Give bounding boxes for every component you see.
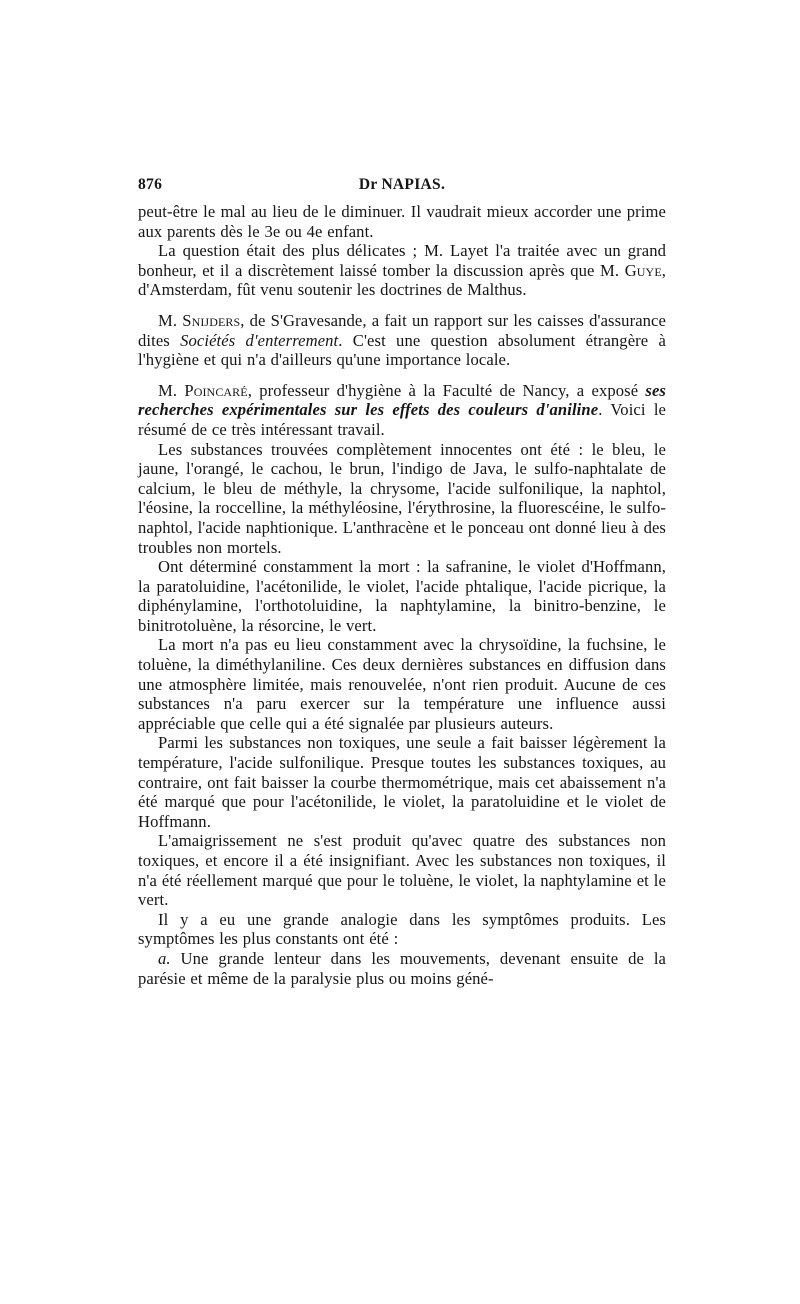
running-title: Dr NAPIAS.	[358, 176, 446, 193]
paragraph-inconstant-deaths: La mort n'a pas eu lieu constamment avec la chrysoïdine, la fuchsine, le toluène, la diméthylaniline. Ces deux dernières substances en diffusion dans une atmosphère limitée, mais renouvelée, n'ont rien produit. Aucune de ces substances n'a paru exercer sur la température une influence aussi appréciable que celle qui a été signalée par plusieurs auteurs.	[138, 635, 666, 733]
author-name: Guye	[624, 260, 662, 280]
paragraph-innocent-substances: Les substances trouvées complètement innocentes ont été : le bleu, le jaune, l'orangé, le cachou, le brun, l'indigo de Java, le sulfo-naphtalate de calcium, le bleu de méthyle, la chrysome, l'acide sulfonilique, la naphtol, l'éosine, la roccelline, la méthyléosine, l'érythrosine, la fluorescéine, le sulfo-naphtol, l'acide naphtionique. L'anthracène et le ponceau ont donné lieu à des troubles non mortels.	[138, 439, 666, 557]
paragraph-poincare	[138, 381, 666, 440]
paragraph-text: . Voici le résumé de ce très intéressant travail.	[138, 400, 666, 439]
paragraph-continuation: peut-être le mal au lieu de le diminuer. Il vaudrait mieux accorder une prime aux parents dès le 3e ou 4e enfant.	[138, 202, 666, 241]
paragraph-text: M.	[158, 310, 183, 330]
paragraph-weight-loss: L'amaigrissement ne s'est produit qu'avec quatre des substances non toxiques, et encore il a été insignifiant. Avec les substances non toxiques, il n'a été réellement marqué que pour le toluène, le violet, la naphtylamine et le vert.	[138, 831, 666, 910]
paragraph-text: . C'est une question absolument étrangère à l'hygiène et qui n'a d'ailleurs qu'une importance locale.	[138, 330, 666, 370]
paragraph-symptoms-intro: Il y a eu une grande analogie dans les symptômes produits. Les symptômes les plus constants ont été :	[138, 909, 666, 949]
paragraph-snijders	[138, 311, 666, 370]
paragraph-text: , d'Amsterdam, fût venu soutenir les doctrines de Malthus.	[138, 260, 666, 300]
page-number: 876	[138, 176, 163, 193]
paragraph-text: Une grande lenteur dans les mouvements, devenant ensuite de la parésie et même de la paralysie plus ou moins géné-	[138, 948, 666, 988]
book-page	[138, 172, 666, 988]
italic-title: Sociétés d'enterrement	[180, 330, 339, 350]
paragraph-lethal-substances: Ont déterminé constamment la mort : la safranine, le violet d'Hoffmann, la paratoluidine, l'acétonilide, le violet, l'acide phtalique, l'acide picrique, la diphénylamine, l'orthotoluidine, la naphtylamine, la binitro-benzine, le binitrotoluène, la résorcine, le vert.	[138, 557, 666, 635]
paragraph-text: , de S'Gravesande, a fait un rapport sur les caisses d'assurance dites	[138, 310, 666, 350]
italic-title: ses recherches expérimentales sur les effets des couleurs d'aniline	[138, 380, 666, 420]
list-label: a.	[158, 948, 171, 968]
paragraph-layet	[138, 241, 666, 300]
paragraph-text: La question était des plus délicates ; M. Layet l'a traitée avec un grand bonheur, et il a discrètement laissé tomber la discussion après que M.	[138, 241, 666, 280]
author-name: Poincaré	[184, 380, 248, 400]
paragraph-text: M.	[158, 380, 185, 400]
body-text	[138, 202, 666, 988]
author-name: Snijders	[182, 310, 241, 330]
paragraph-text: , professeur d'hygiène à la Faculté de Nancy, a exposé	[247, 380, 646, 400]
running-head	[138, 172, 666, 202]
paragraph-temperature: Parmi les substances non toxiques, une seule a fait baisser légèrement la température, l'acide sulfonilique. Presque toutes les substances toxiques, au contraire, ont fait baisser la courbe thermométrique, mais cet abaissement n'a été marqué que pour l'acétonilide, le violet, la paratoluidine et le violet de Hoffmann.	[138, 733, 666, 831]
paragraph-symptom-a	[138, 949, 666, 988]
